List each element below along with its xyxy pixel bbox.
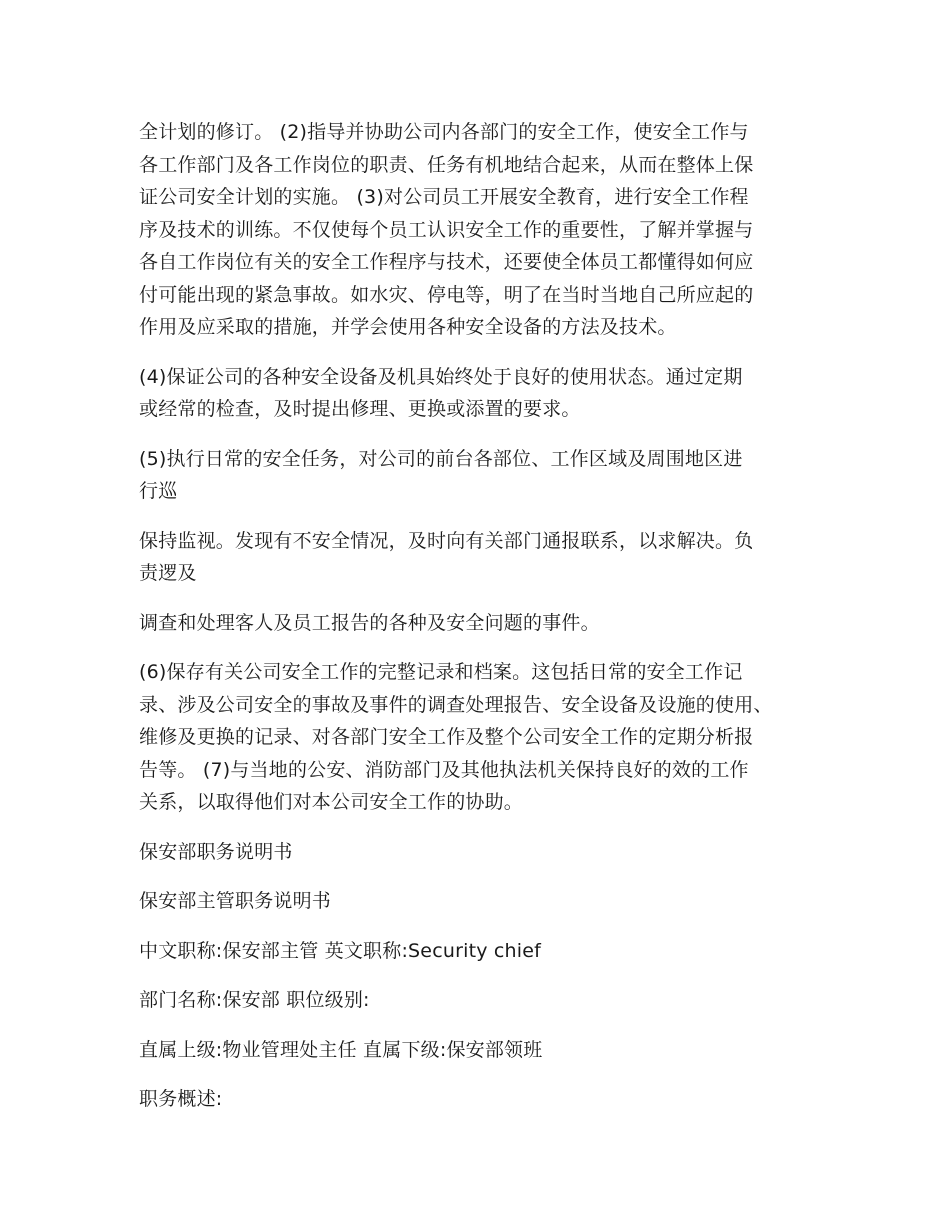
paragraph-duty-5-end bbox=[139, 607, 819, 640]
field-job-title bbox=[139, 935, 819, 968]
field-job-summary bbox=[139, 1083, 819, 1116]
text-line: (5)执行日常的安全任务，对公司的前台各部位、工作区域及周围地区进 bbox=[139, 447, 743, 470]
paragraph-safety-duties-1-3 bbox=[139, 116, 819, 344]
text-line: 保持监视。发现有不安全情况，及时向有关部门通报联系，以求解决。负 bbox=[139, 529, 754, 552]
section-heading bbox=[139, 836, 819, 869]
text-line: 维修及更换的记录、对各部门安全工作及整个公司安全工作的定期分析报 bbox=[139, 726, 754, 748]
paragraph-duty-5 bbox=[139, 443, 819, 508]
text-line: 全计划的修订。 (2)指导并协助公司内各部门的安全工作，使安全工作与 bbox=[139, 121, 749, 143]
field-department bbox=[139, 984, 819, 1017]
text-line: 行巡 bbox=[139, 480, 178, 502]
text-line: 责逻及 bbox=[139, 562, 197, 584]
field-reporting bbox=[139, 1034, 819, 1067]
document-body bbox=[139, 116, 819, 1133]
text-line: (4)保证公司的各种安全设备及机具始终处于良好的使用状态。通过定期 bbox=[139, 365, 743, 388]
text-line: 职务概述: bbox=[139, 1088, 223, 1110]
text-line: 或经常的检查，及时提出修理、更换或添置的要求。 bbox=[139, 398, 581, 420]
text-line: 录、涉及公司安全的事故及事件的调查处理报告、安全设备及设施的使用、 bbox=[139, 693, 773, 716]
text-line: 各工作部门及各工作岗位的职责、任务有机地结合起来，从而在整体上保 bbox=[139, 153, 754, 176]
text-line: 部门名称:保安部 职位级别: bbox=[139, 989, 370, 1011]
text-line: 作用及应采取的措施，并学会使用各种安全设备的方法及技术。 bbox=[139, 316, 677, 338]
text-line: 调查和处理客人及员工报告的各种及安全问题的事件。 bbox=[139, 611, 600, 634]
subsection-heading bbox=[139, 885, 819, 918]
text-line: (6)保存有关公司安全工作的完整记录和档案。这包括日常的安全工作记 bbox=[139, 661, 743, 683]
text-line: 关系，以取得他们对本公司安全工作的协助。 bbox=[139, 791, 524, 813]
text-line: 付可能出现的紧急事故。如水灾、停电等，明了在当时当地自己所应起的 bbox=[139, 283, 754, 306]
text-line: 中文职称:保安部主管 英文职称:Security chief bbox=[139, 939, 542, 962]
paragraph-duty-4 bbox=[139, 361, 819, 426]
text-line: 证公司安全计划的实施。 (3)对公司员工开展安全教育，进行安全工作程 bbox=[139, 186, 749, 208]
paragraph-duty-6-7 bbox=[139, 656, 819, 819]
paragraph-duty-5-cont bbox=[139, 525, 819, 590]
text-line: 各自工作岗位有关的安全工作程序与技术，还要使全体员工都懂得如何应 bbox=[139, 251, 754, 273]
text-line: 保安部主管职务说明书 bbox=[139, 890, 332, 912]
text-line: 序及技术的训练。不仅使每个员工认识安全工作的重要性，了解并掌握与 bbox=[139, 218, 754, 241]
text-line: 告等。 (7)与当地的公安、消防部门及其他执法机关保持良好的效的工作 bbox=[139, 758, 749, 781]
text-line: 直属上级:物业管理处主任 直属下级:保安部领班 bbox=[139, 1038, 543, 1061]
text-line: 保安部职务说明书 bbox=[139, 840, 293, 863]
